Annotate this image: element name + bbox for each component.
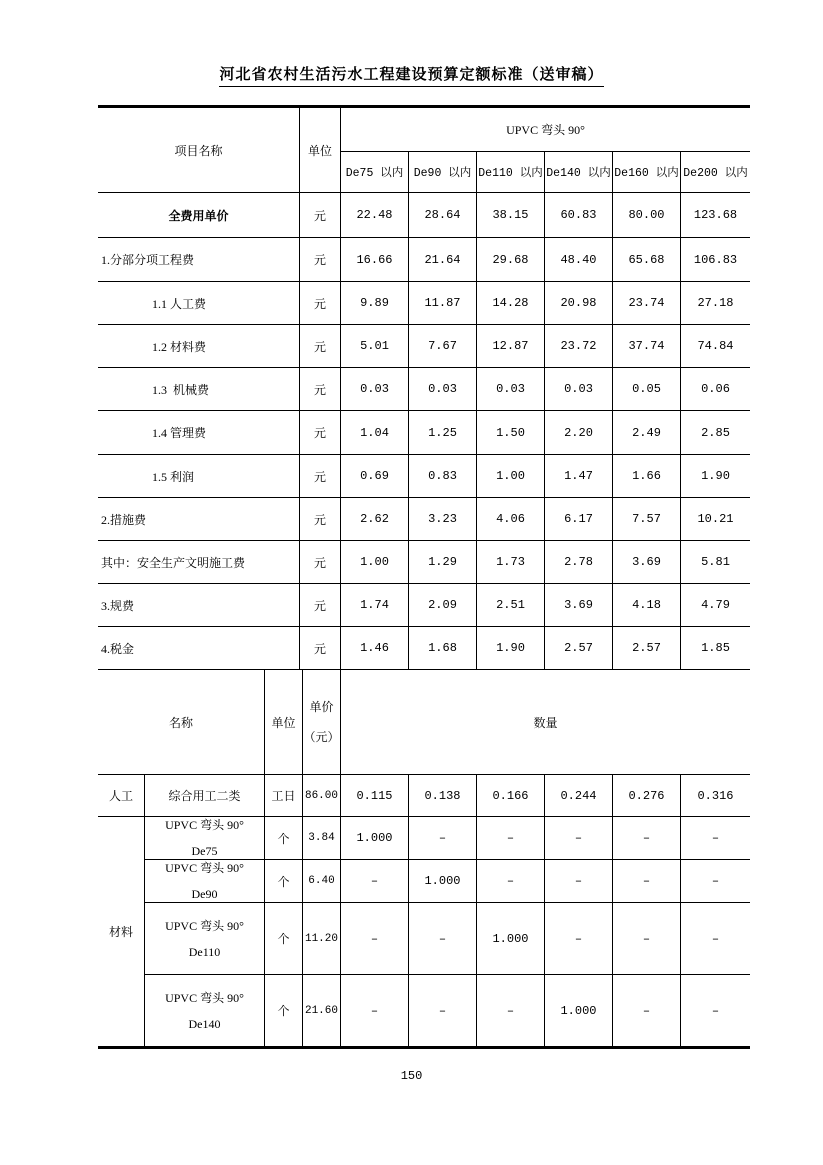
cell-value: 1.73 <box>477 541 545 584</box>
cell-value: 37.74 <box>613 325 681 368</box>
cell-value: 3.69 <box>545 584 613 627</box>
row-unit: 元 <box>300 193 341 238</box>
cell-value: 4.79 <box>681 584 750 627</box>
cell-value: 0.166 <box>477 775 545 817</box>
cell-value: – <box>613 860 681 903</box>
cost-table <box>98 105 750 670</box>
cell-value: 0.115 <box>341 775 409 817</box>
material-price: 6.40 <box>303 860 341 903</box>
cell-value: 1.47 <box>545 455 613 498</box>
cell-value: 38.15 <box>477 193 545 238</box>
cell-value: 2.57 <box>545 627 613 670</box>
column-header: De160 以内 <box>613 152 681 193</box>
row-unit: 元 <box>300 498 341 541</box>
labor-price: 86.00 <box>303 775 341 817</box>
cell-value: 1.74 <box>341 584 409 627</box>
cell-value: 0.69 <box>341 455 409 498</box>
cell-value: 1.000 <box>477 903 545 975</box>
cell-value: 9.89 <box>341 282 409 325</box>
cell-value: – <box>477 975 545 1046</box>
material-price: 3.84 <box>303 817 341 860</box>
row-label: 1.4 管理费 <box>98 411 300 455</box>
cell-value: 14.28 <box>477 282 545 325</box>
column-header: De110 以内 <box>477 152 545 193</box>
cell-value: 0.05 <box>613 368 681 411</box>
material-name: UPVC 弯头 90° De75 <box>145 817 265 860</box>
cell-value: – <box>711 1003 720 1018</box>
cell-value: 28.64 <box>409 193 477 238</box>
row-unit: 元 <box>300 411 341 455</box>
cell-value: – <box>545 817 613 860</box>
cell-value: 1.66 <box>613 455 681 498</box>
column-header: De140 以内 <box>545 152 613 193</box>
page-title-text: 河北省农村生活污水工程建设预算定额标准（送审稿） <box>219 67 603 87</box>
cell-value: 0.244 <box>545 775 613 817</box>
cell-value: 74.84 <box>681 325 750 368</box>
column-header: De75 以内 <box>341 152 409 193</box>
cell-value: 0.83 <box>409 455 477 498</box>
page-number: 150 <box>400 1069 423 1083</box>
material-unit: 个 <box>265 817 303 860</box>
cell-value: 22.48 <box>341 193 409 238</box>
cell-value: 2.85 <box>681 411 750 455</box>
labor-unit: 工日 <box>265 775 303 817</box>
column-header: De90 以内 <box>409 152 477 193</box>
cell-value: 2.51 <box>477 584 545 627</box>
cell-value: 123.68 <box>681 193 750 238</box>
cell-value: 21.64 <box>409 238 477 282</box>
cell-value: 1.68 <box>409 627 477 670</box>
cell-value: 11.87 <box>409 282 477 325</box>
header-unit: 单位 <box>300 108 341 193</box>
group-label-labor: 人工 <box>98 775 145 817</box>
row-unit: 元 <box>300 282 341 325</box>
material-unit: 个 <box>265 860 303 903</box>
header-group: UPVC 弯头 90° <box>341 108 750 152</box>
row-unit: 元 <box>300 627 341 670</box>
material-name: UPVC 弯头 90° De110 <box>145 903 265 975</box>
cell-value: 60.83 <box>545 193 613 238</box>
header-unit-price <box>303 670 341 775</box>
cell-value: 3.69 <box>613 541 681 584</box>
cell-value: 29.68 <box>477 238 545 282</box>
cell-value: 0.316 <box>681 775 750 817</box>
cell-value: – <box>545 860 613 903</box>
cell-value: 7.67 <box>409 325 477 368</box>
cell-value: – <box>613 817 681 860</box>
cell-value: 1.90 <box>477 627 545 670</box>
cell-value: 1.29 <box>409 541 477 584</box>
cell-value: – <box>341 860 409 903</box>
cell-value: 6.17 <box>545 498 613 541</box>
cell-value: – <box>409 975 477 1046</box>
cell-value: – <box>409 817 477 860</box>
cell-value: 1.50 <box>477 411 545 455</box>
cell-value: – <box>341 975 409 1046</box>
cell-value: 0.03 <box>341 368 409 411</box>
cell-value: 1.000 <box>409 860 477 903</box>
cell-value: 23.74 <box>613 282 681 325</box>
cell-value: 2.20 <box>545 411 613 455</box>
cell-value: 0.138 <box>409 775 477 817</box>
cell-value: 65.68 <box>613 238 681 282</box>
row-unit: 元 <box>300 368 341 411</box>
column-header: De200 以内 <box>681 152 750 193</box>
cell-value: 4.18 <box>613 584 681 627</box>
header-unit: 单位 <box>265 670 303 775</box>
header-name: 名称 <box>98 670 265 775</box>
cell-value: 48.40 <box>545 238 613 282</box>
cell-value: – <box>681 860 750 903</box>
row-label: 2.措施费 <box>98 498 300 541</box>
cell-value: 106.83 <box>681 238 750 282</box>
cell-value: 0.276 <box>613 775 681 817</box>
labor-name: 综合用工二类 <box>145 775 265 817</box>
cell-value: 16.66 <box>341 238 409 282</box>
cell-value: – <box>613 975 681 1046</box>
cell-value: 7.57 <box>613 498 681 541</box>
row-unit: 元 <box>300 238 341 282</box>
cell-value: – <box>681 903 750 975</box>
header-quantity: 数量 <box>341 670 750 775</box>
cell-value: 0.03 <box>477 368 545 411</box>
header-unit-price-line2: （元） <box>303 730 340 744</box>
cell-value: 12.87 <box>477 325 545 368</box>
cell-value: 27.18 <box>681 282 750 325</box>
cell-value: 20.98 <box>545 282 613 325</box>
cell-value: 5.01 <box>341 325 409 368</box>
material-price: 11.20 <box>303 903 341 975</box>
cell-value: 0.06 <box>681 368 750 411</box>
cell-value: 1.00 <box>341 541 409 584</box>
cell-value: – <box>681 817 750 860</box>
cell-value: – <box>545 903 613 975</box>
row-label: 1.2 材料费 <box>98 325 300 368</box>
material-unit: 个 <box>265 975 303 1046</box>
cell-value: 0.03 <box>409 368 477 411</box>
row-label: 1.5 利润 <box>98 455 300 498</box>
row-unit: 元 <box>300 541 341 584</box>
row-label: 1.3 机械费 <box>98 368 300 411</box>
cell-value: 1.25 <box>409 411 477 455</box>
cell-value: 1.85 <box>681 627 750 670</box>
row-unit: 元 <box>300 455 341 498</box>
cell-value: 1.46 <box>341 627 409 670</box>
cell-value: 1.000 <box>545 975 613 1046</box>
header-project-name: 项目名称 <box>98 108 300 193</box>
cell-value: 1.00 <box>477 455 545 498</box>
cell-value: – <box>477 817 545 860</box>
row-unit: 元 <box>300 584 341 627</box>
cell-value: – <box>409 903 477 975</box>
row-label: 其中：安全生产文明施工费 <box>98 541 300 584</box>
cell-value: 1.000 <box>341 817 409 860</box>
cell-value: – <box>477 860 545 903</box>
cell-value: 3.23 <box>409 498 477 541</box>
row-unit: 元 <box>300 325 341 368</box>
cell-value: 1.04 <box>341 411 409 455</box>
row-label: 全费用单价 <box>98 193 300 238</box>
resource-table <box>98 670 750 1049</box>
cell-value: 2.78 <box>545 541 613 584</box>
cell-value: 80.00 <box>613 193 681 238</box>
cell-value: 2.49 <box>613 411 681 455</box>
material-name: UPVC 弯头 90° De140 <box>145 975 265 1046</box>
cell-value: 0.03 <box>545 368 613 411</box>
row-label: 4.税金 <box>98 627 300 670</box>
cell-value: 2.57 <box>613 627 681 670</box>
material-unit: 个 <box>265 903 303 975</box>
cell-value: – <box>613 903 681 975</box>
material-name: UPVC 弯头 90° De90 <box>145 860 265 903</box>
material-price: 21.60 <box>303 975 341 1046</box>
header-unit-price-line1: 单价 <box>309 700 334 714</box>
cell-value: 23.72 <box>545 325 613 368</box>
cell-value: 2.09 <box>409 584 477 627</box>
cell-value: 1.90 <box>681 455 750 498</box>
row-label: 1.1 人工费 <box>98 282 300 325</box>
group-label-material: 材料 <box>98 817 145 1046</box>
row-label: 1.分部分项工程费 <box>98 238 300 282</box>
page-title <box>0 63 823 84</box>
cell-value: 4.06 <box>477 498 545 541</box>
cell-value: 2.62 <box>341 498 409 541</box>
cell-value: – <box>341 903 409 975</box>
cell-value: 5.81 <box>681 541 750 584</box>
row-label: 3.规费 <box>98 584 300 627</box>
cell-value: 10.21 <box>681 498 750 541</box>
